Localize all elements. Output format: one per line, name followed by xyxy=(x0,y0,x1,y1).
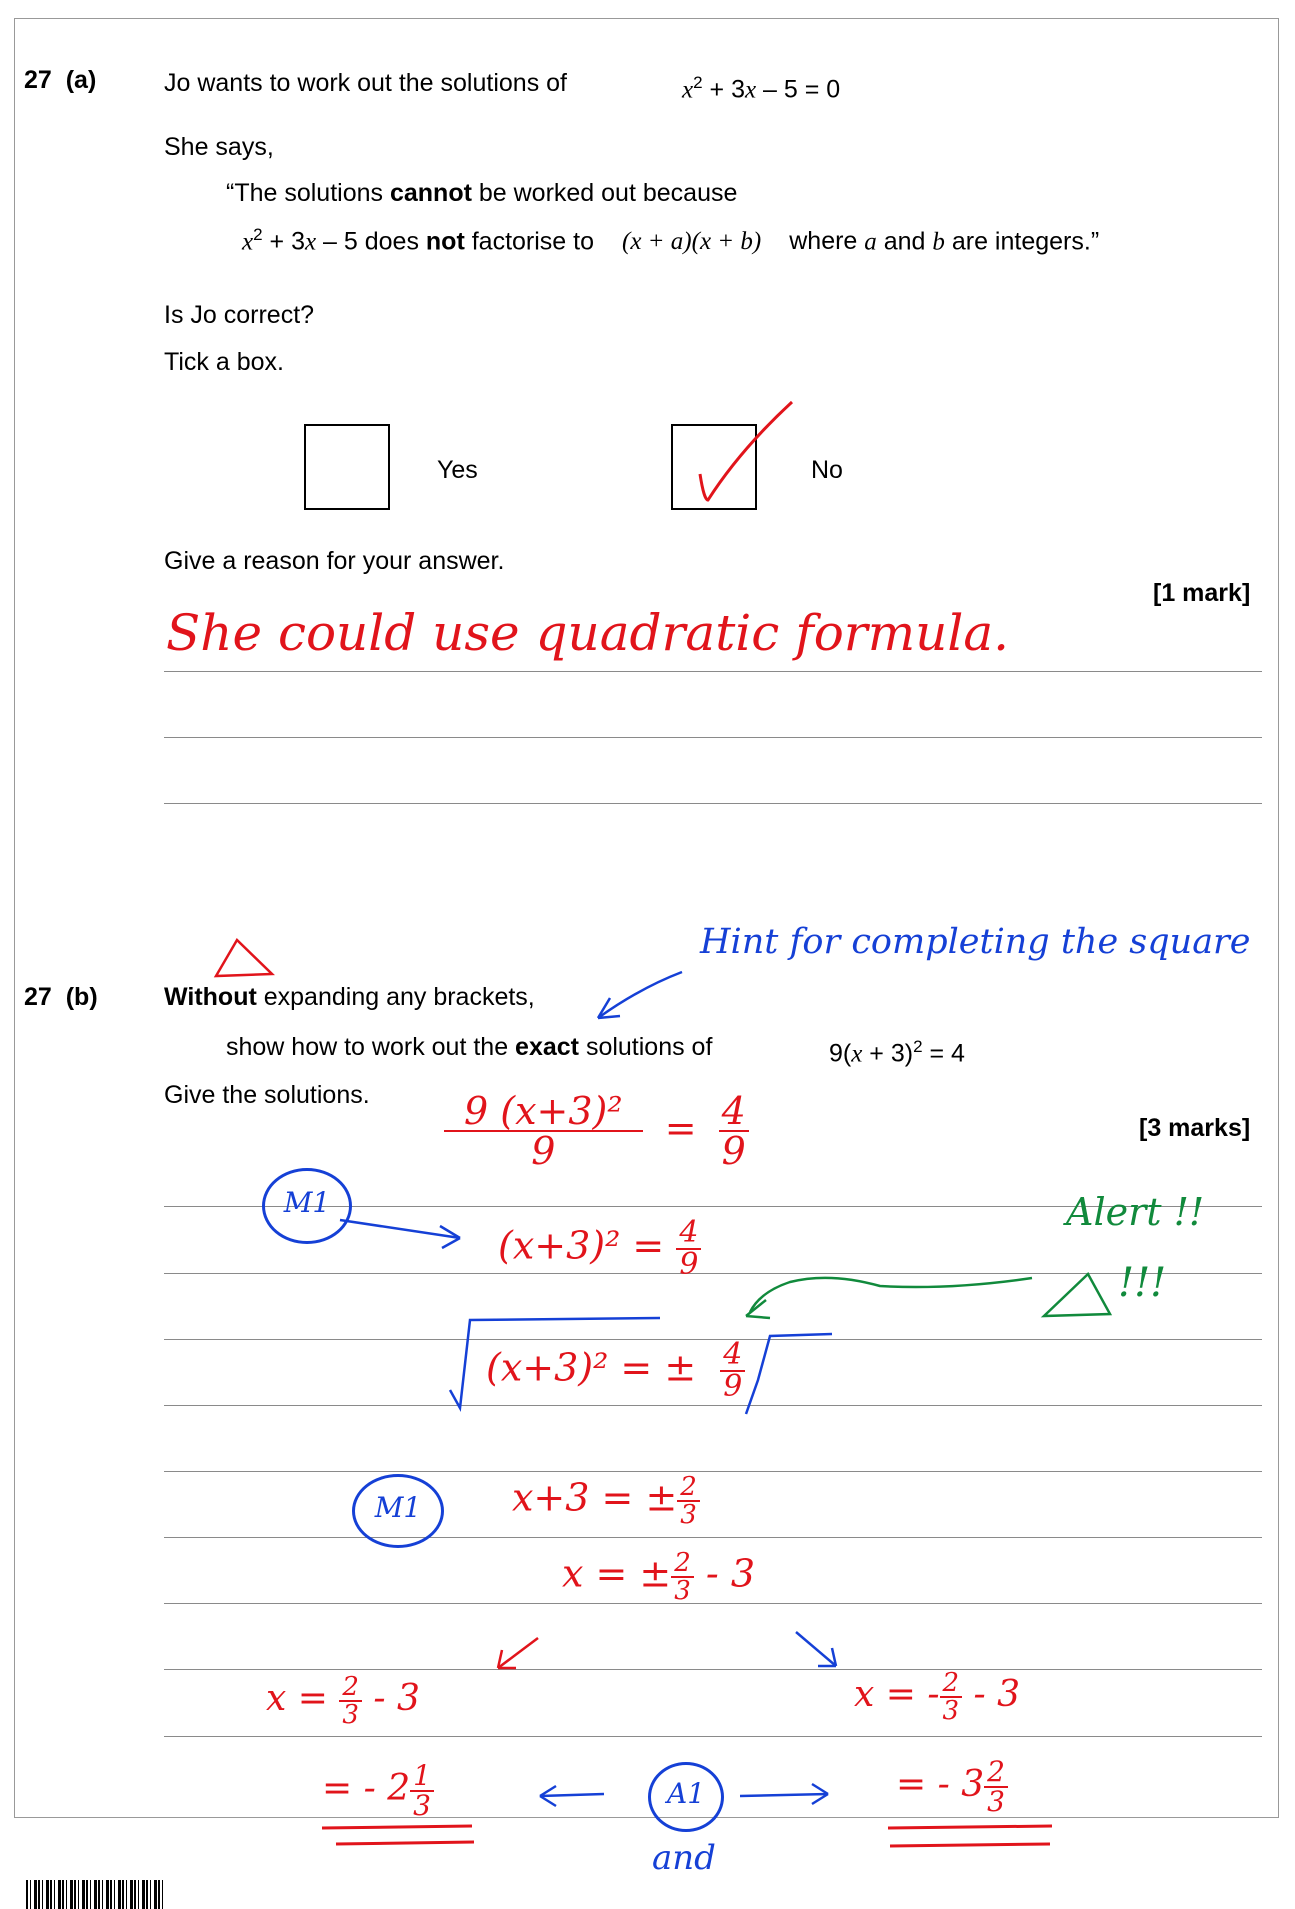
working-right-result: = - 3 $\frac{2}{3}$ xyxy=(896,1758,1008,1816)
working-step-2: (x+3)² = $\frac{4}{9}$ xyxy=(498,1218,701,1280)
answer-line xyxy=(164,671,1262,672)
working-step-3: (x+3)² = ± $\frac{4}{9}$ xyxy=(486,1340,745,1402)
working-step-4: x+3 = ± $\frac{2}{3}$ xyxy=(512,1474,700,1528)
alert-annotation: Alert !! xyxy=(1066,1190,1205,1234)
she-says: She says, xyxy=(164,133,274,161)
question-line-2: show how to work out the exact solutions of xyxy=(226,1033,713,1061)
answer-line xyxy=(164,1405,1262,1406)
handwritten-answer: She could use quadratic formula. xyxy=(166,604,1010,662)
question-equation: $9(x + 3)^2 = 4$ xyxy=(829,1037,965,1068)
marks-label: [1 mark] xyxy=(1153,579,1251,607)
m1-mark: M1 xyxy=(262,1168,352,1244)
answer-underline xyxy=(322,1826,474,1844)
no-label: No xyxy=(811,456,843,484)
page-frame xyxy=(14,18,1279,1818)
marks-label: [3 marks] xyxy=(1139,1114,1251,1142)
answer-line xyxy=(164,803,1262,804)
working-left-branch: x = $\frac{2}{3}$ - 3 xyxy=(266,1672,420,1730)
give-solutions: Give the solutions. xyxy=(164,1081,370,1109)
working-step-5: x = ± $\frac{2}{3}$ - 3 xyxy=(562,1548,756,1606)
quote-line-1: “The solutions cannot be worked out because xyxy=(226,179,738,207)
hint-annotation: Hint for completing the square xyxy=(700,922,1251,962)
question-intro: Jo wants to work out the solutions of xyxy=(164,69,567,97)
working-left-result: = - 2 $\frac{1}{3}$ xyxy=(322,1762,434,1820)
no-checkbox[interactable] xyxy=(671,424,757,510)
question-equation: $x^2 + 3x - 5 = 0$ xyxy=(682,73,841,104)
answer-line xyxy=(164,1273,1262,1274)
quote-line-2: $x^2 + 3x - 5$ does not factorise to (x + a)(x + b) where a and b are integers.” xyxy=(242,225,1100,256)
reason-prompt: Give a reason for your answer. xyxy=(164,547,505,575)
answer-line xyxy=(164,1736,1262,1737)
a1-mark: A1 xyxy=(648,1762,724,1832)
m1-mark: M1 xyxy=(352,1474,444,1548)
answer-underline xyxy=(888,1826,1052,1846)
answer-line xyxy=(164,1669,1262,1670)
answer-line xyxy=(164,1471,1262,1472)
question-number: 27 (b) xyxy=(24,983,98,1011)
barcode xyxy=(26,1880,164,1909)
working-step-1: $\frac{\text{9 (x+3)²}}{9}$ = $\frac{4}{9}$ xyxy=(444,1092,749,1170)
yes-label: Yes xyxy=(437,456,478,484)
working-right-branch: x = - $\frac{2}{3}$ - 3 xyxy=(854,1668,1021,1726)
alert-exclamations: !!! xyxy=(1118,1260,1167,1306)
question-line-1: Without expanding any brackets, xyxy=(164,983,535,1011)
and-annotation: and xyxy=(652,1838,716,1878)
answer-line xyxy=(164,1537,1262,1538)
tick-a-box: Tick a box. xyxy=(164,348,284,376)
answer-line xyxy=(164,737,1262,738)
yes-checkbox[interactable] xyxy=(304,424,390,510)
question-number: 27 (a) xyxy=(24,66,97,94)
is-jo-correct: Is Jo correct? xyxy=(164,301,315,329)
